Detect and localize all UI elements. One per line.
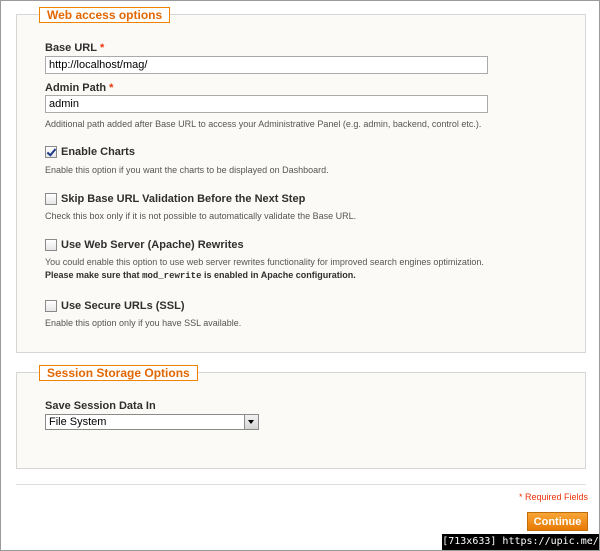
rewrites-warning-suffix: is enabled in Apache configuration. xyxy=(204,270,356,280)
rewrites-warning-prefix: Please make sure that xyxy=(45,270,140,280)
rewrites-note: You could enable this option to use web server rewrites functionality for improved search engines optimization. xyxy=(45,257,484,267)
admin-path-note: Additional path added after Base URL to access your Administrative Panel (e.g. admin, backend, control etc.). xyxy=(45,119,482,129)
base-url-label-text: Base URL xyxy=(45,42,97,54)
secure-urls-label[interactable]: Use Secure URLs (SSL) xyxy=(61,299,185,312)
secure-urls-row xyxy=(45,299,184,312)
base-url-input[interactable] xyxy=(45,56,488,74)
save-session-select[interactable] xyxy=(45,414,259,430)
enable-charts-label[interactable]: Enable Charts xyxy=(61,145,135,158)
secure-urls-checkbox[interactable] xyxy=(45,300,57,312)
rewrites-warning-code: mod_rewrite xyxy=(142,271,202,281)
web-access-fieldset xyxy=(16,8,586,353)
chevron-down-icon[interactable] xyxy=(244,415,258,429)
continue-button[interactable]: Continue xyxy=(527,512,588,531)
skip-validation-note: Check this box only if it is not possible to automatically validate the Base URL. xyxy=(45,211,357,221)
session-storage-legend: Session Storage Options xyxy=(39,365,198,381)
secure-urls-note: Enable this option only if you have SSL available. xyxy=(45,318,242,328)
skip-validation-checkbox[interactable] xyxy=(45,193,57,205)
base-url-required-mark: * xyxy=(99,42,105,54)
admin-path-label-text: Admin Path xyxy=(45,82,107,94)
session-storage-fieldset xyxy=(16,366,586,469)
rewrites-label[interactable]: Use Web Server (Apache) Rewrites xyxy=(61,238,244,251)
admin-path-label xyxy=(45,82,113,94)
admin-path-input[interactable] xyxy=(45,95,488,113)
admin-path-required-mark: * xyxy=(109,82,114,94)
save-session-label: Save Session Data In xyxy=(45,400,156,412)
rewrites-checkbox[interactable] xyxy=(45,239,57,251)
base-url-label xyxy=(45,42,104,54)
enable-charts-checkbox[interactable] xyxy=(45,146,57,158)
upic-watermark: [713x633] https://upic.me/ xyxy=(442,534,599,550)
skip-validation-label[interactable]: Skip Base URL Validation Before the Next Step xyxy=(61,192,306,205)
rewrites-row xyxy=(45,238,244,251)
enable-charts-row xyxy=(45,145,135,158)
web-access-legend: Web access options xyxy=(39,7,170,23)
footer-divider xyxy=(16,484,586,485)
skip-validation-row xyxy=(45,192,305,205)
required-fields-note: * Required Fields xyxy=(518,492,588,502)
save-session-selected-value: File System xyxy=(49,416,107,428)
enable-charts-note: Enable this option if you want the charts to be displayed on Dashboard. xyxy=(45,165,329,175)
rewrites-warning xyxy=(45,269,356,282)
